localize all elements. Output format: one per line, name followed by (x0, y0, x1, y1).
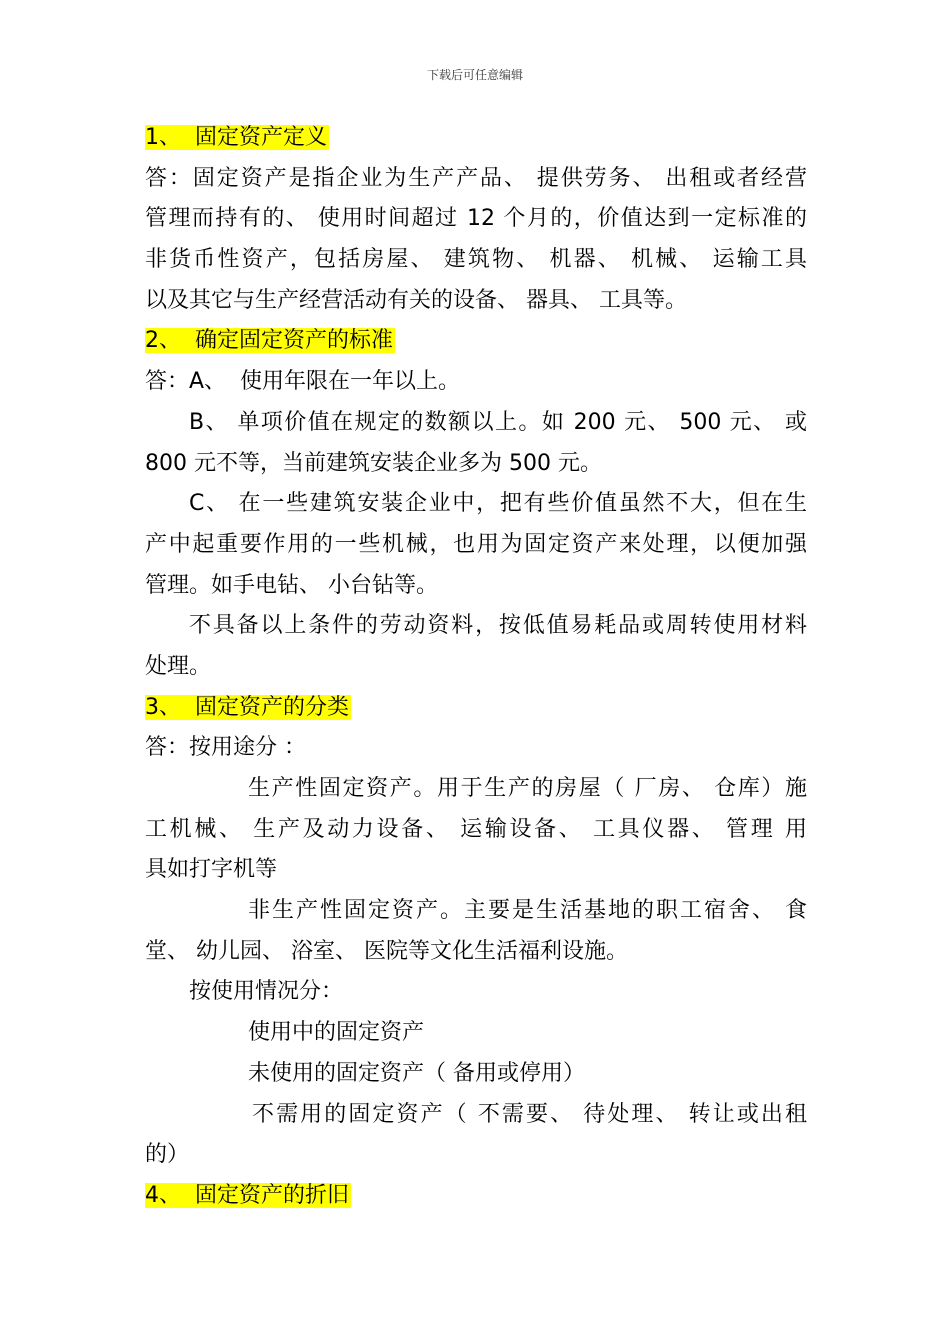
body-text-line (145, 769, 807, 810)
body-text-line (145, 281, 807, 322)
body-text-line (145, 891, 807, 932)
body-text-line (145, 972, 807, 1013)
line-text: 按使用情况分： (189, 979, 344, 1005)
line-text: 生产性固定资产。用于生产的房屋（ 厂房、 仓库）施 (248, 776, 807, 801)
line-text: 堂、 幼儿园、 浴室、 医院等文化生活福利设施。 (145, 938, 628, 964)
body-text-line (145, 484, 807, 525)
section-heading-text: 3、 固定资产的分类 (145, 694, 349, 720)
body-text-line (145, 810, 807, 851)
body-text-line (145, 199, 807, 240)
section-heading (145, 118, 807, 159)
line-text: 不具备以上条件的劳动资料，按低值易耗品或周转使用材料 (189, 613, 807, 639)
section-heading-text: 1、 固定资产定义 (145, 125, 327, 150)
body-text-line (145, 159, 807, 200)
body-text-line (145, 525, 807, 566)
line-text: C、 在一些建筑安装企业中，把有些价值虽然不大，但在生 (189, 491, 807, 517)
body-text-line (145, 566, 807, 607)
body-text-line (145, 932, 807, 973)
line-text: 具如打字机等 (145, 857, 278, 883)
body-text-line (145, 444, 807, 485)
body-text-line (145, 1013, 807, 1054)
line-text: B、 单项价值在规定的数额以上。如 200 元、 500 元、 或 (189, 409, 807, 435)
line-text: 使用中的固定资产 (248, 1020, 425, 1046)
body-text-line (145, 1135, 807, 1176)
line-text: 答：A、 使用年限在一年以上。 (145, 369, 461, 395)
section-heading (145, 1176, 807, 1217)
section-heading (145, 321, 807, 362)
line-text: 未使用的固定资产（ 备用或停用） (248, 1060, 585, 1086)
body-text-line (145, 647, 807, 688)
line-text: 工机械、 生产及动力设备、 运输设备、 工具仪器、 管理 用 (145, 816, 807, 842)
section-heading-text: 2、 确定固定资产的标准 (145, 328, 393, 354)
line-text: 答：固定资产是指企业为生产产品、 提供劳务、 出租或者经营 (145, 165, 807, 191)
body-text-line (145, 403, 807, 444)
line-text: 管理。如手电钻、 小台钻等。 (145, 572, 438, 598)
line-text: 管理而持有的、 使用时间超过 12 个月的，价值达到一定标准的 (145, 206, 807, 232)
body-text-line (145, 728, 807, 769)
line-text: 非货币性资产，包括房屋、 建筑物、 机器、 机械、 运输工具 (145, 247, 807, 273)
line-text: 处理。 (145, 653, 212, 679)
line-text: 非生产性固定资产。主要是生活基地的职工宿舍、 食 (248, 898, 807, 924)
body-text-line (145, 1095, 807, 1136)
body-text-line (145, 240, 807, 281)
section-heading-text: 4、 固定资产的折旧 (145, 1182, 349, 1208)
body-text-line (145, 1054, 807, 1095)
page-header: 下载后可任意编辑 (426, 68, 523, 82)
line-text: 800 元不等，当前建筑安装企业多为 500 元。 (145, 450, 602, 476)
body-text-line (145, 362, 807, 403)
line-text: 答：按用途分 ： (145, 735, 306, 761)
body-text-line (145, 850, 807, 891)
document-body (145, 118, 807, 1217)
line-text: 的） (145, 1142, 190, 1168)
section-heading (145, 688, 807, 729)
line-text: 以及其它与生产经营活动有关的设备、 器具、 工具等。 (145, 287, 687, 313)
line-text: 产中起重要作用的一些机械，也用为固定资产来处理，以便加强 (145, 531, 807, 557)
line-text: 不需用的固定资产（ 不需要、 待处理、 转让或出租 (252, 1101, 807, 1127)
body-text-line (145, 606, 807, 647)
